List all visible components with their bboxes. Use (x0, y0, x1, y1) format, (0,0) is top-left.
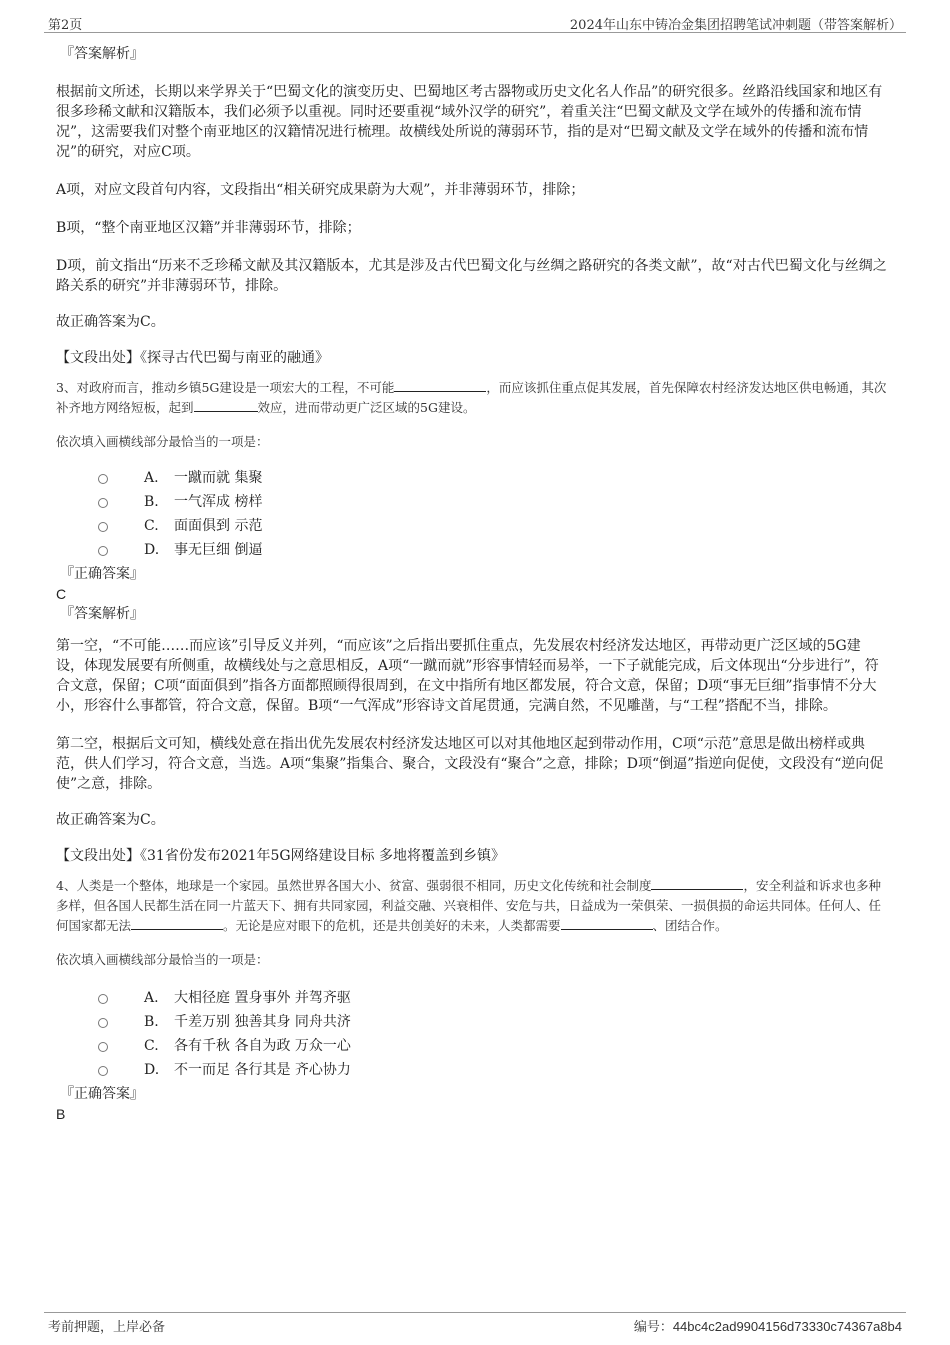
q3-analysis-label: 『答案解析』 (60, 606, 144, 622)
page-content (56, 44, 888, 1124)
q3-option-c[interactable]: C. 面面俱到 示范 (56, 514, 888, 538)
radio-icon[interactable] (98, 1066, 108, 1076)
q2-analysis-para4: D项，前文指出“历来不乏珍稀文献及其汉籍版本，尤其是涉及古代巴蜀文化与丝绸之路研究的各类文献”，故“对古代巴蜀文化与丝绸之路关系的研究”并非薄弱环节，排除。 (56, 258, 887, 294)
radio-icon[interactable] (98, 546, 108, 556)
q2-analysis-para2: A项，对应文段首句内容，文段指出“相关研究成果蔚为大观”，并非薄弱环节，排除； (56, 182, 585, 198)
q4-blank-2[interactable] (131, 917, 223, 930)
q3-analysis-para1: 第一空，“不可能……而应该”引导反义并列，“而应该”之后指出要抓住重点，先发展农村经济发达地区，再带动更广泛区域的5G建设，体现发展要有所侧重，故横线处与之意思相反，A项“一蹴而就”形容事情轻而易举，一下子就能完成，后文体现出“分步进行”，符合文意，保留；C项“面面俱到”指各方面都照顾得很周到，在文中指所有地区都发展，符合文意，保留；D项“事无巨细”指事情不分大小，形容什么事都管，符合文意，保留。B项“一气浑成”形容诗文首尾贯通，完满自然，不见雕凿，与“工程”搭配不当，排除。 (56, 638, 879, 714)
q2-analysis-para3: B项，“整个南亚地区汉籍”并非薄弱环节，排除； (56, 220, 361, 236)
page-number: 第2页 (48, 18, 83, 33)
q2-source: 【文段出处】《探寻古代巴蜀与南亚的融通》 (56, 350, 329, 366)
q3-analysis-para2: 第二空，根据后文可知，横线处意在指出优先发展农村经济发达地区可以对其他地区起到带动作用，C项“示范”意思是做出榜样或典范，供人们学习，符合文意，当选。A项“集聚”指集合、聚合，文段没有“聚合”之意，排除；D项“倒逼”指逆向促使，文段没有“逆向促使”之意，排除。 (56, 736, 884, 792)
q3-option-a[interactable]: A. 一蹴而就 集聚 (56, 466, 888, 490)
code-label: 编号： (633, 1319, 673, 1334)
page-header (44, 12, 906, 33)
radio-icon[interactable] (98, 474, 108, 484)
q4-option-d[interactable]: D. 不一而足 各行其是 齐心协力 (56, 1058, 888, 1082)
q2-analysis-label: 『答案解析』 (60, 46, 144, 62)
radio-icon[interactable] (98, 994, 108, 1004)
q3-conclusion: 故正确答案为C。 (56, 812, 165, 828)
q3-blank-1[interactable] (394, 379, 486, 392)
q4-option-a[interactable]: A. 大相径庭 置身事外 并驾齐驱 (56, 986, 888, 1010)
q3-stem: 3、对政府而言，推动乡镇5G建设是一项宏大的工程，不可能 ，而应该抓住重点促其发展，首先保障农村经济发达地区供电畅通，其次补齐地方网络短板，起到 效应，进而带动更广泛区域的5G建设。 (56, 380, 887, 415)
q4-stem: 4、人类是一个整体，地球是一个家园。虽然世界各国大小、贫富、强弱很不相同，历史文化传统和社会制度 ，安全利益和诉求也多种多样，但各国人民都生活在同一片蓝天下、拥有共同家园，利益交融、兴衰相伴、安危与共，日益成为一荣俱荣、一损俱损的命运共同体。任何人、任何国家都无法 。无论是应对眼下的危机，还是共创美好的未来，人类都需要 、团结合作。 (56, 878, 882, 933)
q3-source: 【文段出处】《31省份发布2021年5G网络建设目标 多地将覆盖到乡镇》 (56, 848, 505, 864)
q4-answer: B (56, 1106, 66, 1122)
q3-blank-2[interactable] (194, 399, 258, 412)
footer-slogan: 考前押题，上岸必备 (48, 1320, 166, 1335)
q4-blank-3[interactable] (561, 917, 653, 930)
q4-answer-label: 『正确答案』 (60, 1086, 144, 1102)
q2-analysis-para1: 根据前文所述，长期以来学界关于“巴蜀文化的演变历史、巴蜀地区考古器物或历史文化名人作品”的研究很多。丝路沿线国家和地区有很多珍稀文献和汉籍版本，我们必须予以重视。同时还要重视“域外汉学的研究”，着重关注“巴蜀文献及文学在域外的传播和流布情况”，这需要我们对整个南亚地区的汉籍情况进行梳理。故横线处所说的薄弱环节，指的是对“巴蜀文献及文学在域外的传播和流布情况”的研究，对应C项。 (56, 84, 883, 160)
q4-option-b[interactable]: B. 千差万别 独善其身 同舟共济 (56, 1010, 888, 1034)
q3-prompt: 依次填入画横线部分最恰当的一项是： (56, 434, 269, 449)
q3-options (56, 466, 888, 562)
q4-prompt: 依次填入画横线部分最恰当的一项是： (56, 952, 269, 967)
q3-option-d[interactable]: D. 事无巨细 倒逼 (56, 538, 888, 562)
q3-option-b[interactable]: B. 一气浑成 榜样 (56, 490, 888, 514)
radio-icon[interactable] (98, 1042, 108, 1052)
q4-options (56, 986, 888, 1082)
q3-answer-label: 『正确答案』 (60, 566, 144, 582)
page-footer (44, 1312, 906, 1335)
document-code (634, 1316, 902, 1335)
q4-option-c[interactable]: C. 各有千秋 各自为政 万众一心 (56, 1034, 888, 1058)
q3-answer: C (56, 586, 67, 602)
q2-conclusion: 故正确答案为C。 (56, 314, 165, 330)
document-title: 2024年山东中铸冶金集团招聘笔试冲刺题（带答案解析） (569, 18, 902, 33)
code-value: 44bc4c2ad9904156d73330c74367a8b4 (672, 1319, 902, 1334)
q4-blank-1[interactable] (651, 877, 743, 890)
radio-icon[interactable] (98, 1018, 108, 1028)
radio-icon[interactable] (98, 498, 108, 508)
radio-icon[interactable] (98, 522, 108, 532)
